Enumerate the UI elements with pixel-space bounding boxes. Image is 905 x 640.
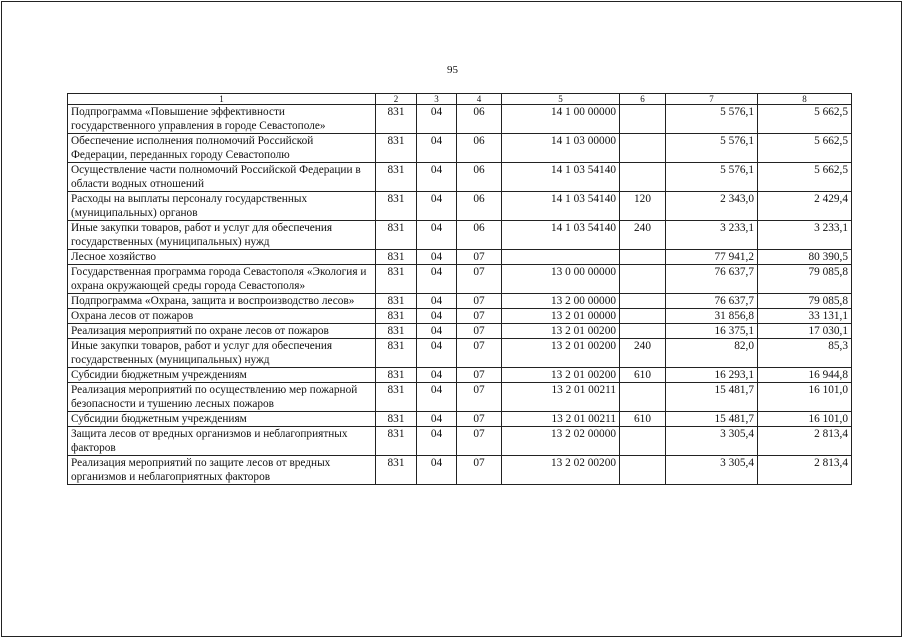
cell-amount-year-2: 16 944,8 <box>758 368 852 383</box>
cell-name: Реализация мероприятий по защите лесов от вредных организмов и неблагоприятных факторов <box>68 456 376 485</box>
table-row <box>68 221 852 250</box>
cell-name: Охрана лесов от пожаров <box>68 309 376 324</box>
cell-name: Субсидии бюджетным учреждениям <box>68 368 376 383</box>
cell-expense-type <box>620 250 666 265</box>
cell-target-code: 14 1 03 54140 <box>502 192 620 221</box>
table-row <box>68 105 852 134</box>
cell-expense-type <box>620 456 666 485</box>
cell-subsection: 07 <box>457 324 502 339</box>
cell-subsection: 07 <box>457 456 502 485</box>
cell-name: Защита лесов от вредных организмов и неблагоприятных факторов <box>68 427 376 456</box>
cell-admin-code: 831 <box>376 456 417 485</box>
column-header: 3 <box>417 94 457 105</box>
cell-subsection: 06 <box>457 105 502 134</box>
cell-target-code: 13 2 00 00000 <box>502 294 620 309</box>
cell-subsection: 07 <box>457 294 502 309</box>
column-header: 8 <box>758 94 852 105</box>
cell-target-code: 13 2 01 00211 <box>502 383 620 412</box>
cell-amount-year-1: 2 343,0 <box>666 192 758 221</box>
cell-expense-type <box>620 163 666 192</box>
cell-section: 04 <box>417 250 457 265</box>
cell-target-code: 13 2 01 00000 <box>502 309 620 324</box>
cell-admin-code: 831 <box>376 383 417 412</box>
cell-amount-year-2: 80 390,5 <box>758 250 852 265</box>
cell-amount-year-2: 79 085,8 <box>758 294 852 309</box>
cell-target-code <box>502 250 620 265</box>
cell-admin-code: 831 <box>376 412 417 427</box>
cell-amount-year-1: 82,0 <box>666 339 758 368</box>
column-header: 7 <box>666 94 758 105</box>
cell-subsection: 06 <box>457 192 502 221</box>
table-row <box>68 383 852 412</box>
column-header: 6 <box>620 94 666 105</box>
cell-amount-year-2: 2 813,4 <box>758 456 852 485</box>
cell-amount-year-2: 2 429,4 <box>758 192 852 221</box>
cell-expense-type: 610 <box>620 412 666 427</box>
cell-amount-year-1: 31 856,8 <box>666 309 758 324</box>
cell-section: 04 <box>417 163 457 192</box>
cell-subsection: 06 <box>457 221 502 250</box>
table-header-row <box>68 94 852 105</box>
cell-expense-type: 610 <box>620 368 666 383</box>
cell-amount-year-2: 33 131,1 <box>758 309 852 324</box>
cell-subsection: 07 <box>457 368 502 383</box>
cell-amount-year-1: 3 233,1 <box>666 221 758 250</box>
cell-subsection: 06 <box>457 134 502 163</box>
cell-amount-year-1: 16 293,1 <box>666 368 758 383</box>
budget-table <box>67 93 852 485</box>
cell-admin-code: 831 <box>376 105 417 134</box>
cell-name: Государственная программа города Севастополя «Экология и охрана окружающей среды города Севастополя» <box>68 265 376 294</box>
table-row <box>68 265 852 294</box>
cell-section: 04 <box>417 294 457 309</box>
cell-name: Иные закупки товаров, работ и услуг для обеспечения государственных (муниципальных) нужд <box>68 339 376 368</box>
cell-section: 04 <box>417 324 457 339</box>
cell-expense-type <box>620 427 666 456</box>
cell-name: Осуществление части полномочий Российской Федерации в области водных отношений <box>68 163 376 192</box>
cell-amount-year-2: 2 813,4 <box>758 427 852 456</box>
table-row <box>68 309 852 324</box>
cell-subsection: 07 <box>457 339 502 368</box>
cell-expense-type <box>620 383 666 412</box>
cell-name: Расходы на выплаты персоналу государственных (муниципальных) органов <box>68 192 376 221</box>
table-row <box>68 456 852 485</box>
cell-name: Лесное хозяйство <box>68 250 376 265</box>
cell-amount-year-1: 76 637,7 <box>666 294 758 309</box>
cell-amount-year-1: 5 576,1 <box>666 134 758 163</box>
table-row <box>68 368 852 383</box>
cell-amount-year-1: 77 941,2 <box>666 250 758 265</box>
cell-admin-code: 831 <box>376 250 417 265</box>
cell-admin-code: 831 <box>376 309 417 324</box>
cell-amount-year-2: 85,3 <box>758 339 852 368</box>
cell-subsection: 06 <box>457 163 502 192</box>
cell-admin-code: 831 <box>376 265 417 294</box>
cell-target-code: 13 2 01 00200 <box>502 339 620 368</box>
cell-target-code: 13 2 01 00200 <box>502 324 620 339</box>
cell-admin-code: 831 <box>376 134 417 163</box>
cell-expense-type: 240 <box>620 339 666 368</box>
cell-section: 04 <box>417 368 457 383</box>
cell-target-code: 13 2 01 00200 <box>502 368 620 383</box>
cell-target-code: 13 0 00 00000 <box>502 265 620 294</box>
table-row <box>68 412 852 427</box>
cell-section: 04 <box>417 339 457 368</box>
cell-amount-year-2: 16 101,0 <box>758 412 852 427</box>
cell-admin-code: 831 <box>376 324 417 339</box>
column-header: 4 <box>457 94 502 105</box>
table-row <box>68 163 852 192</box>
cell-section: 04 <box>417 105 457 134</box>
cell-target-code: 14 1 03 00000 <box>502 134 620 163</box>
cell-expense-type <box>620 134 666 163</box>
cell-subsection: 07 <box>457 427 502 456</box>
cell-amount-year-1: 15 481,7 <box>666 383 758 412</box>
cell-name: Обеспечение исполнения полномочий Российской Федерации, переданных городу Севастополю <box>68 134 376 163</box>
cell-amount-year-2: 5 662,5 <box>758 105 852 134</box>
cell-expense-type <box>620 265 666 294</box>
cell-amount-year-1: 5 576,1 <box>666 105 758 134</box>
cell-admin-code: 831 <box>376 221 417 250</box>
cell-expense-type <box>620 105 666 134</box>
cell-target-code: 14 1 00 00000 <box>502 105 620 134</box>
cell-section: 04 <box>417 134 457 163</box>
cell-admin-code: 831 <box>376 163 417 192</box>
table-row <box>68 134 852 163</box>
cell-section: 04 <box>417 427 457 456</box>
cell-amount-year-2: 3 233,1 <box>758 221 852 250</box>
cell-section: 04 <box>417 221 457 250</box>
cell-section: 04 <box>417 383 457 412</box>
cell-amount-year-2: 16 101,0 <box>758 383 852 412</box>
cell-target-code: 14 1 03 54140 <box>502 163 620 192</box>
cell-expense-type <box>620 294 666 309</box>
cell-section: 04 <box>417 309 457 324</box>
cell-subsection: 07 <box>457 309 502 324</box>
cell-amount-year-1: 15 481,7 <box>666 412 758 427</box>
cell-section: 04 <box>417 412 457 427</box>
cell-section: 04 <box>417 265 457 294</box>
cell-expense-type <box>620 324 666 339</box>
cell-name: Подпрограмма «Повышение эффективности государственного управления в городе Севастополе» <box>68 105 376 134</box>
cell-admin-code: 831 <box>376 339 417 368</box>
cell-name: Реализация мероприятий по осуществлению мер пожарной безопасности и тушению лесных пожаров <box>68 383 376 412</box>
column-header: 5 <box>502 94 620 105</box>
cell-amount-year-2: 5 662,5 <box>758 163 852 192</box>
cell-name: Реализация мероприятий по охране лесов от пожаров <box>68 324 376 339</box>
table-row <box>68 192 852 221</box>
cell-target-code: 13 2 02 00200 <box>502 456 620 485</box>
cell-expense-type <box>620 309 666 324</box>
cell-section: 04 <box>417 192 457 221</box>
cell-amount-year-2: 17 030,1 <box>758 324 852 339</box>
table-body <box>68 105 852 485</box>
cell-amount-year-2: 79 085,8 <box>758 265 852 294</box>
cell-amount-year-2: 5 662,5 <box>758 134 852 163</box>
column-header: 2 <box>376 94 417 105</box>
cell-amount-year-1: 3 305,4 <box>666 427 758 456</box>
cell-admin-code: 831 <box>376 368 417 383</box>
cell-name: Субсидии бюджетным учреждениям <box>68 412 376 427</box>
cell-admin-code: 831 <box>376 192 417 221</box>
cell-section: 04 <box>417 456 457 485</box>
table-row <box>68 339 852 368</box>
column-header: 1 <box>68 94 376 105</box>
cell-target-code: 13 2 02 00000 <box>502 427 620 456</box>
cell-admin-code: 831 <box>376 294 417 309</box>
cell-subsection: 07 <box>457 250 502 265</box>
table-row <box>68 250 852 265</box>
page-number: 95 <box>447 64 458 76</box>
cell-amount-year-1: 76 637,7 <box>666 265 758 294</box>
cell-target-code: 14 1 03 54140 <box>502 221 620 250</box>
cell-subsection: 07 <box>457 412 502 427</box>
cell-amount-year-1: 3 305,4 <box>666 456 758 485</box>
cell-target-code: 13 2 01 00211 <box>502 412 620 427</box>
cell-expense-type: 240 <box>620 221 666 250</box>
table-row <box>68 427 852 456</box>
cell-name: Иные закупки товаров, работ и услуг для обеспечения государственных (муниципальных) нужд <box>68 221 376 250</box>
cell-name: Подпрограмма «Охрана, защита и воспроизводство лесов» <box>68 294 376 309</box>
cell-admin-code: 831 <box>376 427 417 456</box>
cell-subsection: 07 <box>457 265 502 294</box>
cell-amount-year-1: 5 576,1 <box>666 163 758 192</box>
table-row <box>68 294 852 309</box>
table-row <box>68 324 852 339</box>
cell-expense-type: 120 <box>620 192 666 221</box>
cell-subsection: 07 <box>457 383 502 412</box>
cell-amount-year-1: 16 375,1 <box>666 324 758 339</box>
